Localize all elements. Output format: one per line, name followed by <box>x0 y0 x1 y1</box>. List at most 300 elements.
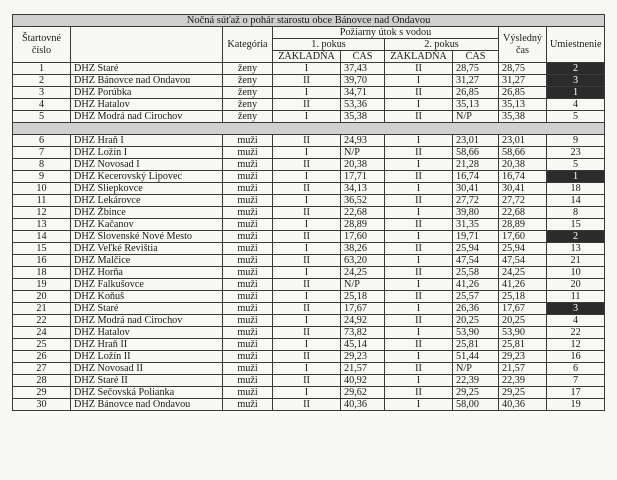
rank-cell: 2 <box>547 231 605 243</box>
base-2-cell: II <box>385 291 453 303</box>
base-2-cell: I <box>385 183 453 195</box>
final-time-cell: 35,13 <box>499 99 547 111</box>
base-1-cell: I <box>273 243 341 255</box>
rank-cell: 8 <box>547 207 605 219</box>
table-row <box>13 171 605 183</box>
start-number-cell: 3 <box>13 87 71 99</box>
team-name-cell: DHZ Ložín I <box>71 147 223 159</box>
category-cell: muži <box>223 387 273 399</box>
start-number-cell: 7 <box>13 147 71 159</box>
table-row <box>13 291 605 303</box>
start-number-cell: 15 <box>13 243 71 255</box>
table-row <box>13 243 605 255</box>
time-2-cell: 25,58 <box>453 267 499 279</box>
start-number-cell: 14 <box>13 231 71 243</box>
team-name-cell: DHZ Bánovce nad Ondavou <box>71 399 223 411</box>
time-2-cell: 22,39 <box>453 375 499 387</box>
start-number-cell: 10 <box>13 183 71 195</box>
separator-row <box>13 123 605 135</box>
category-cell: muži <box>223 315 273 327</box>
category-cell: ženy <box>223 111 273 123</box>
final-time-cell: 41,26 <box>499 279 547 291</box>
time-2-cell: 31,27 <box>453 75 499 87</box>
time-2-cell: 23,01 <box>453 135 499 147</box>
category-cell: muži <box>223 255 273 267</box>
final-time-cell: 26,85 <box>499 87 547 99</box>
base-1-cell: II <box>273 183 341 195</box>
base-2-cell: II <box>385 219 453 231</box>
table-row <box>13 387 605 399</box>
table-row <box>13 363 605 375</box>
base-1-cell: II <box>273 327 341 339</box>
start-number-cell: 6 <box>13 135 71 147</box>
team-name-cell: DHZ Hraň I <box>71 135 223 147</box>
start-number-cell: 8 <box>13 159 71 171</box>
start-number-cell: 11 <box>13 195 71 207</box>
time-2-cell: 29,25 <box>453 387 499 399</box>
table-row <box>13 147 605 159</box>
base-1-cell: I <box>273 267 341 279</box>
rank-cell: 5 <box>547 159 605 171</box>
table-row <box>13 207 605 219</box>
base-1-cell: I <box>273 195 341 207</box>
final-time-cell: 28,89 <box>499 219 547 231</box>
final-time-cell: 24,25 <box>499 267 547 279</box>
base-1-cell: II <box>273 207 341 219</box>
start-number-cell: 30 <box>13 399 71 411</box>
table-row <box>13 159 605 171</box>
team-name-cell: DHZ Novosad II <box>71 363 223 375</box>
team-name-cell: DHZ Staré II <box>71 375 223 387</box>
table-row <box>13 351 605 363</box>
final-time-cell: 35,38 <box>499 111 547 123</box>
base-2-cell: I <box>385 75 453 87</box>
team-name-cell: DHZ Kecerovský Lipovec <box>71 171 223 183</box>
category-cell: muži <box>223 339 273 351</box>
category-cell: muži <box>223 399 273 411</box>
final-time-cell: 40,36 <box>499 399 547 411</box>
final-time-cell: 25,18 <box>499 291 547 303</box>
base-1-cell: II <box>273 351 341 363</box>
table-row <box>13 183 605 195</box>
start-number-cell: 29 <box>13 387 71 399</box>
rank-cell: 18 <box>547 183 605 195</box>
final-time-cell: 29,25 <box>499 387 547 399</box>
table-row <box>13 399 605 411</box>
time-2-cell: 28,75 <box>453 63 499 75</box>
rank-cell: 21 <box>547 255 605 267</box>
base-2-cell: II <box>385 195 453 207</box>
time-1-cell: 29,23 <box>341 351 385 363</box>
start-number-cell: 4 <box>13 99 71 111</box>
header-attack: Požiarny útok s vodou <box>273 27 499 39</box>
time-2-cell: 19,71 <box>453 231 499 243</box>
base-2-cell: II <box>385 147 453 159</box>
base-1-cell: I <box>273 339 341 351</box>
start-number-cell: 28 <box>13 375 71 387</box>
base-1-cell: I <box>273 87 341 99</box>
time-1-cell: 21,57 <box>341 363 385 375</box>
rank-cell: 9 <box>547 135 605 147</box>
base-1-cell: II <box>273 99 341 111</box>
header-rank: Umiestnenie <box>547 27 605 63</box>
final-time-cell: 29,23 <box>499 351 547 363</box>
time-2-cell: 25,81 <box>453 339 499 351</box>
time-2-cell: 30,41 <box>453 183 499 195</box>
start-number-cell: 1 <box>13 63 71 75</box>
team-name-cell: DHZ Sečovská Polianka <box>71 387 223 399</box>
time-2-cell: 26,85 <box>453 87 499 99</box>
time-1-cell: 29,62 <box>341 387 385 399</box>
time-2-cell: 27,72 <box>453 195 499 207</box>
final-time-cell: 17,60 <box>499 231 547 243</box>
base-2-cell: II <box>385 111 453 123</box>
category-cell: muži <box>223 375 273 387</box>
team-name-cell: DHZ Falkušovce <box>71 279 223 291</box>
start-number-cell: 19 <box>13 279 71 291</box>
final-time-cell: 47,54 <box>499 255 547 267</box>
section-separator <box>13 123 605 135</box>
base-1-cell: II <box>273 303 341 315</box>
time-2-cell: 51,44 <box>453 351 499 363</box>
rank-cell: 6 <box>547 363 605 375</box>
base-1-cell: I <box>273 387 341 399</box>
category-cell: muži <box>223 231 273 243</box>
final-time-cell: 16,74 <box>499 171 547 183</box>
base-1-cell: II <box>273 135 341 147</box>
time-1-cell: 40,36 <box>341 399 385 411</box>
category-cell: muži <box>223 291 273 303</box>
results-table <box>12 14 605 411</box>
rank-cell: 20 <box>547 279 605 291</box>
category-cell: muži <box>223 303 273 315</box>
rank-cell: 14 <box>547 195 605 207</box>
time-2-cell: 35,13 <box>453 99 499 111</box>
start-number-cell: 5 <box>13 111 71 123</box>
final-time-cell: 25,81 <box>499 339 547 351</box>
start-number-cell: 18 <box>13 267 71 279</box>
time-2-cell: 58,00 <box>453 399 499 411</box>
team-name-cell: DHZ Hatalov <box>71 99 223 111</box>
final-time-cell: 25,94 <box>499 243 547 255</box>
final-time-cell: 23,01 <box>499 135 547 147</box>
team-name-cell: DHZ Koňuš <box>71 291 223 303</box>
time-1-cell: 38,26 <box>341 243 385 255</box>
time-2-cell: 47,54 <box>453 255 499 267</box>
base-1-cell: I <box>273 363 341 375</box>
table-row <box>13 375 605 387</box>
rank-cell: 4 <box>547 315 605 327</box>
category-cell: muži <box>223 207 273 219</box>
time-2-cell: 53,90 <box>453 327 499 339</box>
time-2-cell: 26,36 <box>453 303 499 315</box>
time-1-cell: 40,92 <box>341 375 385 387</box>
base-1-cell: I <box>273 147 341 159</box>
time-2-cell: 31,35 <box>453 219 499 231</box>
category-cell: ženy <box>223 63 273 75</box>
time-1-cell: 17,60 <box>341 231 385 243</box>
header-category: Kategória <box>223 27 273 63</box>
header-attempt-2: 2. pokus <box>385 39 499 51</box>
category-cell: ženy <box>223 99 273 111</box>
header-final-time <box>499 27 547 63</box>
final-time-cell: 27,72 <box>499 195 547 207</box>
final-time-cell: 20,25 <box>499 315 547 327</box>
time-1-cell: 28,89 <box>341 219 385 231</box>
time-1-cell: 17,67 <box>341 303 385 315</box>
time-1-cell: 34,13 <box>341 183 385 195</box>
base-1-cell: II <box>273 159 341 171</box>
team-name-cell: DHZ Horňa <box>71 267 223 279</box>
category-cell: muži <box>223 219 273 231</box>
rank-cell: 23 <box>547 147 605 159</box>
rank-cell: 2 <box>547 63 605 75</box>
rank-cell: 3 <box>547 303 605 315</box>
base-2-cell: I <box>385 231 453 243</box>
women-section <box>13 63 605 123</box>
table-row <box>13 195 605 207</box>
time-1-cell: 24,93 <box>341 135 385 147</box>
team-name-cell: DHZ Kačanov <box>71 219 223 231</box>
table-title: Nočná súťaž o pohár starostu obce Bánovce nad Ondavou <box>13 15 605 27</box>
table-row <box>13 135 605 147</box>
category-cell: muži <box>223 171 273 183</box>
time-1-cell: 34,71 <box>341 87 385 99</box>
time-1-cell: 20,38 <box>341 159 385 171</box>
start-number-cell: 12 <box>13 207 71 219</box>
base-1-cell: II <box>273 231 341 243</box>
team-name-cell: DHZ Porúbka <box>71 87 223 99</box>
category-cell: ženy <box>223 75 273 87</box>
base-1-cell: I <box>273 63 341 75</box>
base-2-cell: I <box>385 159 453 171</box>
start-number-cell: 25 <box>13 339 71 351</box>
start-number-cell: 24 <box>13 327 71 339</box>
time-2-cell: 39,80 <box>453 207 499 219</box>
team-name-cell: DHZ Sliepkovce <box>71 183 223 195</box>
header-final-line1: Výsledný <box>502 32 543 44</box>
category-cell: muži <box>223 243 273 255</box>
category-cell: muži <box>223 159 273 171</box>
table-row <box>13 339 605 351</box>
base-1-cell: I <box>273 291 341 303</box>
time-1-cell: 53,36 <box>341 99 385 111</box>
category-cell: muži <box>223 183 273 195</box>
start-number-cell: 16 <box>13 255 71 267</box>
team-name-cell: DHZ Hatalov <box>71 327 223 339</box>
start-number-cell: 22 <box>13 315 71 327</box>
time-1-cell: 24,25 <box>341 267 385 279</box>
header-base-1: ZÁKLADŇA <box>273 51 341 63</box>
final-time-cell: 58,66 <box>499 147 547 159</box>
base-2-cell: II <box>385 267 453 279</box>
start-number-cell: 20 <box>13 291 71 303</box>
start-number-cell: 21 <box>13 303 71 315</box>
category-cell: ženy <box>223 87 273 99</box>
team-name-cell: DHZ Hraň II <box>71 339 223 351</box>
header-time-2: ČAS <box>453 51 499 63</box>
rank-cell: 13 <box>547 243 605 255</box>
team-name-cell: DHZ Modrá nad Cirochov <box>71 111 223 123</box>
header-time-1: ČAS <box>341 51 385 63</box>
time-1-cell: 37,43 <box>341 63 385 75</box>
time-2-cell: 41,26 <box>453 279 499 291</box>
men-section <box>13 135 605 411</box>
base-2-cell: II <box>385 171 453 183</box>
start-number-cell: 9 <box>13 171 71 183</box>
final-time-cell: 21,57 <box>499 363 547 375</box>
category-cell: muži <box>223 195 273 207</box>
table-row <box>13 315 605 327</box>
final-time-cell: 53,90 <box>499 327 547 339</box>
table-row <box>13 75 605 87</box>
table-row <box>13 63 605 75</box>
base-2-cell: II <box>385 363 453 375</box>
category-cell: muži <box>223 147 273 159</box>
team-name-cell: DHZ Lekárovce <box>71 195 223 207</box>
final-time-cell: 28,75 <box>499 63 547 75</box>
time-1-cell: 35,38 <box>341 111 385 123</box>
table-row <box>13 231 605 243</box>
rank-cell: 17 <box>547 387 605 399</box>
table-row <box>13 267 605 279</box>
time-1-cell: 39,70 <box>341 75 385 87</box>
start-number-cell: 13 <box>13 219 71 231</box>
base-1-cell: I <box>273 171 341 183</box>
rank-cell: 1 <box>547 171 605 183</box>
base-1-cell: I <box>273 219 341 231</box>
rank-cell: 7 <box>547 375 605 387</box>
table-row <box>13 99 605 111</box>
final-time-cell: 22,39 <box>499 375 547 387</box>
time-2-cell: 21,28 <box>453 159 499 171</box>
start-number-cell: 26 <box>13 351 71 363</box>
time-1-cell: 22,68 <box>341 207 385 219</box>
header-attempt-1: 1. pokus <box>273 39 385 51</box>
base-1-cell: II <box>273 75 341 87</box>
team-name-cell: DHZ Veľké Revištia <box>71 243 223 255</box>
table-row <box>13 87 605 99</box>
time-2-cell: 20,25 <box>453 315 499 327</box>
final-time-cell: 17,67 <box>499 303 547 315</box>
table-row <box>13 327 605 339</box>
base-2-cell: II <box>385 315 453 327</box>
base-1-cell: II <box>273 375 341 387</box>
base-2-cell: I <box>385 375 453 387</box>
final-time-cell: 20,38 <box>499 159 547 171</box>
base-1-cell: II <box>273 255 341 267</box>
time-2-cell: 16,74 <box>453 171 499 183</box>
base-2-cell: I <box>385 279 453 291</box>
rank-cell: 11 <box>547 291 605 303</box>
base-2-cell: I <box>385 255 453 267</box>
base-2-cell: I <box>385 303 453 315</box>
base-1-cell: I <box>273 111 341 123</box>
final-time-cell: 30,41 <box>499 183 547 195</box>
time-2-cell: N/P <box>453 363 499 375</box>
header-start-line1: Štartovné <box>21 32 62 44</box>
time-2-cell: 58,66 <box>453 147 499 159</box>
base-1-cell: I <box>273 315 341 327</box>
team-name-cell: DHZ Slovenské Nové Mesto <box>71 231 223 243</box>
category-cell: muži <box>223 267 273 279</box>
team-name-cell: DHZ Staré <box>71 63 223 75</box>
team-name-cell: DHZ Staré <box>71 303 223 315</box>
base-2-cell: I <box>385 327 453 339</box>
header-base-2: ZÁKLADŇA <box>385 51 453 63</box>
table-row <box>13 255 605 267</box>
rank-cell: 22 <box>547 327 605 339</box>
base-1-cell: II <box>273 279 341 291</box>
final-time-cell: 31,27 <box>499 75 547 87</box>
base-2-cell: II <box>385 87 453 99</box>
header-start-line2: číslo <box>31 44 52 56</box>
final-time-cell: 22,68 <box>499 207 547 219</box>
category-cell: muži <box>223 279 273 291</box>
time-1-cell: 17,71 <box>341 171 385 183</box>
time-1-cell: 36,52 <box>341 195 385 207</box>
base-2-cell: I <box>385 399 453 411</box>
time-2-cell: 25,57 <box>453 291 499 303</box>
base-2-cell: I <box>385 135 453 147</box>
team-name-cell: DHZ Modrá nad Cirochov <box>71 315 223 327</box>
table-row <box>13 219 605 231</box>
rank-cell: 16 <box>547 351 605 363</box>
table-row <box>13 279 605 291</box>
category-cell: muži <box>223 327 273 339</box>
base-1-cell: II <box>273 399 341 411</box>
rank-cell: 10 <box>547 267 605 279</box>
team-name-cell: DHZ Novosad I <box>71 159 223 171</box>
base-2-cell: I <box>385 99 453 111</box>
header-start-number <box>13 27 71 63</box>
rank-cell: 15 <box>547 219 605 231</box>
base-2-cell: II <box>385 387 453 399</box>
time-1-cell: N/P <box>341 279 385 291</box>
time-1-cell: 24,92 <box>341 315 385 327</box>
rank-cell: 5 <box>547 111 605 123</box>
team-name-cell: DHZ Bánovce nad Ondavou <box>71 75 223 87</box>
rank-cell: 19 <box>547 399 605 411</box>
base-2-cell: II <box>385 243 453 255</box>
start-number-cell: 2 <box>13 75 71 87</box>
time-1-cell: 25,18 <box>341 291 385 303</box>
time-2-cell: 25,94 <box>453 243 499 255</box>
start-number-cell: 27 <box>13 363 71 375</box>
category-cell: muži <box>223 135 273 147</box>
time-1-cell: N/P <box>341 147 385 159</box>
table-row <box>13 111 605 123</box>
rank-cell: 3 <box>547 75 605 87</box>
rank-cell: 4 <box>547 99 605 111</box>
time-1-cell: 73,82 <box>341 327 385 339</box>
team-name-cell: DHZ Malčice <box>71 255 223 267</box>
header-team <box>71 27 223 63</box>
table-row <box>13 303 605 315</box>
category-cell: muži <box>223 351 273 363</box>
rank-cell: 12 <box>547 339 605 351</box>
category-cell: muži <box>223 363 273 375</box>
team-name-cell: DHZ Ložín II <box>71 351 223 363</box>
time-1-cell: 63,20 <box>341 255 385 267</box>
base-2-cell: II <box>385 63 453 75</box>
results-sheet <box>12 14 604 411</box>
base-2-cell: I <box>385 351 453 363</box>
base-2-cell: I <box>385 207 453 219</box>
time-2-cell: N/P <box>453 111 499 123</box>
header-final-line2: čas <box>515 44 529 56</box>
time-1-cell: 45,14 <box>341 339 385 351</box>
